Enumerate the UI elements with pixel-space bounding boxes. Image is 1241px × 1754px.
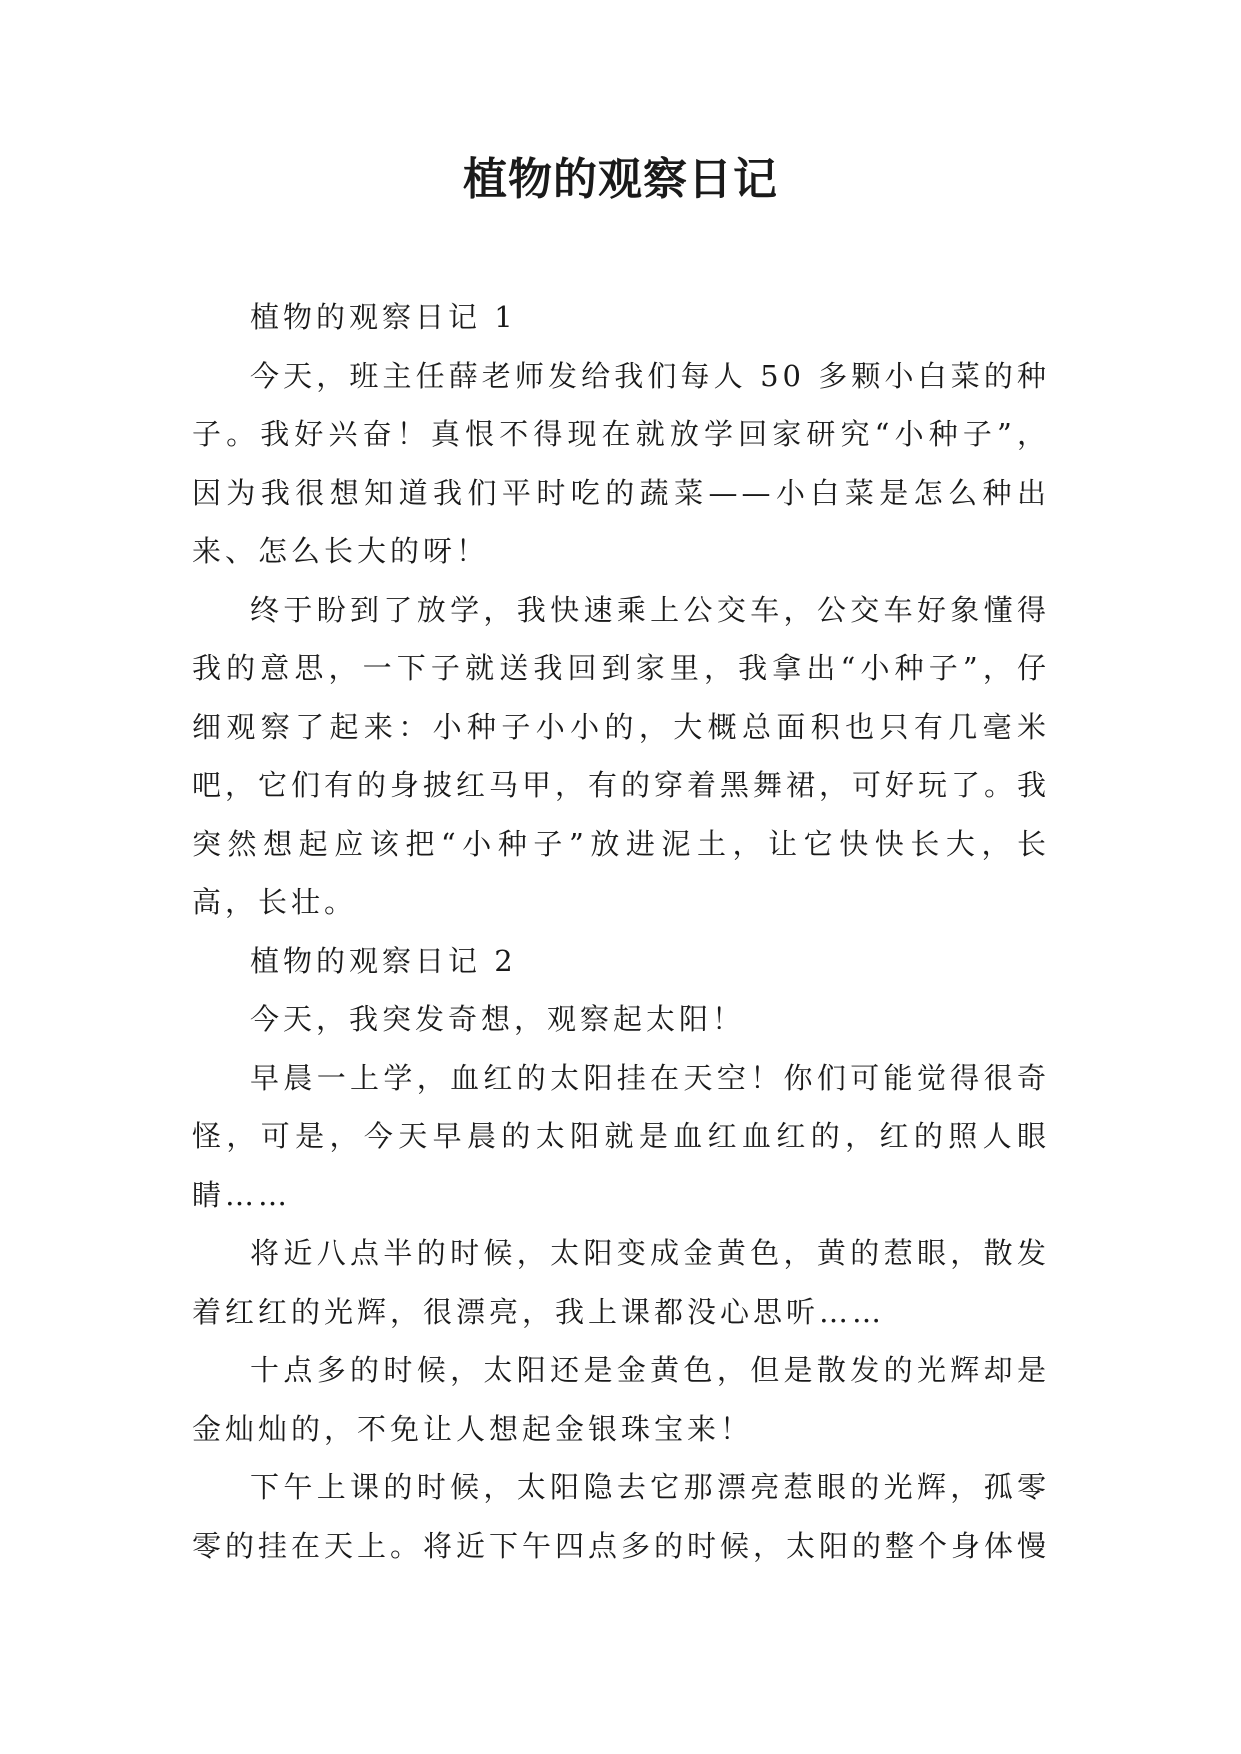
paragraph: 今天，我突发奇想，观察起太阳！ (250, 1002, 746, 1036)
paragraph: 今天，班主任薛老师发给我们每人 50 多颗小白菜的种子。我好兴奋！真恨不得现在就放学回家研究“小种子”，因为我很想知道我们平时吃的蔬菜——小白菜是怎么种出来、怎么长大的呀！ (192, 358, 1050, 568)
paragraph: 十点多的时候，太阳还是金黄色，但是散发的光辉却是金灿灿的，不免让人想起金银珠宝来！ (192, 1353, 1050, 1446)
paragraph: 终于盼到了放学，我快速乘上公交车，公交车好象懂得我的意思，一下子就送我回到家里，我拿出“小种子”，仔细观察了起来：小种子小小的，大概总面积也只有几毫米吧，它们有的身披红马甲，有的穿着黑舞裙，可好玩了。我突然想起应该把“小种子”放进泥土，让它快快长大，长高，长壮。 (192, 592, 1051, 919)
section-heading-1: 植物的观察日记 1 (250, 300, 517, 334)
paragraph: 下午上课的时候，太阳隐去它那漂亮惹眼的光辉，孤零零的挂在天上。将近下午四点多的时候，太阳的整个身体慢 (192, 1470, 1051, 1563)
paragraph: 早晨一上学，血红的太阳挂在天空！你们可能觉得很奇怪，可是，今天早晨的太阳就是血红血红的，红的照人眼睛…… (192, 1060, 1050, 1212)
section-heading-2: 植物的观察日记 2 (250, 943, 517, 978)
paragraph: 将近八点半的时候，太阳变成金黄色，黄的惹眼，散发着红红的光辉，很漂亮，我上课都没心思听…… (192, 1236, 1050, 1329)
document-title: 植物的观察日记 (463, 154, 778, 205)
document-body (192, 288, 1050, 1575)
